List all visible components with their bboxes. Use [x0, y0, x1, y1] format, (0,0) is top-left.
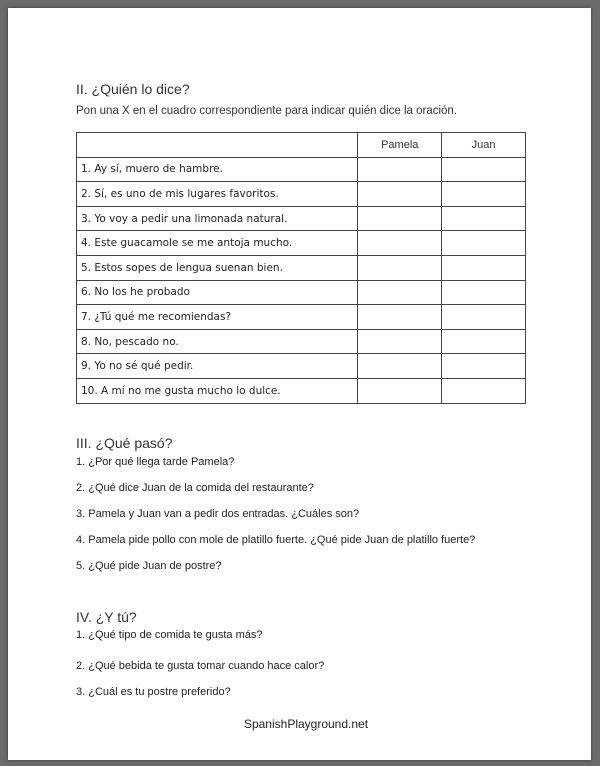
table-row [77, 354, 526, 379]
question-item: 3. ¿Cuál es tu postre preferido? [76, 686, 231, 698]
section2-instruction: Pon una X en el cuadro correspondiente para indicar quién dice la oración. [76, 105, 458, 117]
question-item: 4. Pamela pide pollo con mole de platillo fuerte. ¿Qué pide Juan de platillo fuerte? [76, 534, 476, 546]
document-page [8, 8, 591, 760]
pamela-checkbox-cell[interactable] [358, 206, 442, 231]
section2-title: II. ¿Quién lo dice? [76, 81, 190, 97]
section3-title: III. ¿Qué pasó? [76, 435, 173, 451]
question-item: 1. ¿Por qué llega tarde Pamela? [76, 456, 235, 468]
question-item: 5. ¿Qué pide Juan de postre? [76, 560, 222, 572]
sentence-cell: 4. Este guacamole se me antoja mucho. [77, 231, 358, 256]
sentence-cell: 6. No los he probado [77, 280, 358, 305]
section4-title: IV. ¿Y tú? [76, 609, 137, 625]
question-item: 2. ¿Qué bebida te gusta tomar cuando hace calor? [76, 660, 325, 672]
header-pamela: Pamela [358, 133, 442, 158]
sentence-cell: 9. Yo no sé qué pedir. [77, 354, 358, 379]
sentence-cell: 1. Ay sí, muero de hambre. [77, 157, 358, 182]
juan-checkbox-cell[interactable] [442, 280, 526, 305]
juan-checkbox-cell[interactable] [442, 354, 526, 379]
sentence-cell: 8. No, pescado no. [77, 329, 358, 354]
sentence-cell: 2. Sí, es uno de mis lugares favoritos. [77, 182, 358, 207]
juan-checkbox-cell[interactable] [442, 378, 526, 403]
section-que-paso [76, 434, 536, 572]
juan-checkbox-cell[interactable] [442, 157, 526, 182]
table-row [77, 329, 526, 354]
pamela-checkbox-cell[interactable] [358, 182, 442, 207]
juan-checkbox-cell[interactable] [442, 255, 526, 280]
pamela-checkbox-cell[interactable] [358, 157, 442, 182]
pamela-checkbox-cell[interactable] [358, 255, 442, 280]
table-row [77, 280, 526, 305]
table-row [77, 206, 526, 231]
pamela-checkbox-cell[interactable] [358, 378, 442, 403]
table-row [77, 255, 526, 280]
sentence-cell: 10. A mí no me gusta mucho lo dulce. [77, 378, 358, 403]
table-row [77, 157, 526, 182]
pamela-checkbox-cell[interactable] [358, 280, 442, 305]
juan-checkbox-cell[interactable] [442, 305, 526, 330]
table-row [77, 305, 526, 330]
footer-site: SpanishPlayground.net [243, 717, 369, 731]
table-header-row [77, 133, 526, 158]
pamela-checkbox-cell[interactable] [358, 231, 442, 256]
table-row [77, 231, 526, 256]
who-says-table [76, 132, 526, 404]
sentence-cell: 3. Yo voy a pedir una limonada natural. [77, 206, 358, 231]
question-item: 2. ¿Qué dice Juan de la comida del restaurante? [76, 482, 314, 494]
pamela-checkbox-cell[interactable] [358, 305, 442, 330]
header-juan: Juan [442, 133, 526, 158]
juan-checkbox-cell[interactable] [442, 231, 526, 256]
sentence-cell: 5. Estos sopes de lengua suenan bien. [77, 255, 358, 280]
table-row [77, 378, 526, 403]
section-quien-lo-dice [76, 80, 536, 118]
section-y-tu [76, 608, 536, 698]
juan-checkbox-cell[interactable] [442, 206, 526, 231]
question-item: 3. Pamela y Juan van a pedir dos entradas. ¿Cuáles son? [76, 508, 360, 520]
juan-checkbox-cell[interactable] [442, 329, 526, 354]
worksheet-content [76, 80, 536, 731]
pamela-checkbox-cell[interactable] [358, 354, 442, 379]
pamela-checkbox-cell[interactable] [358, 329, 442, 354]
sentence-cell: 7. ¿Tú qué me recomiendas? [77, 305, 358, 330]
header-sentence [77, 133, 358, 158]
question-item: 1. ¿Qué tipo de comida te gusta más? [76, 629, 263, 641]
juan-checkbox-cell[interactable] [442, 182, 526, 207]
table-row [77, 182, 526, 207]
